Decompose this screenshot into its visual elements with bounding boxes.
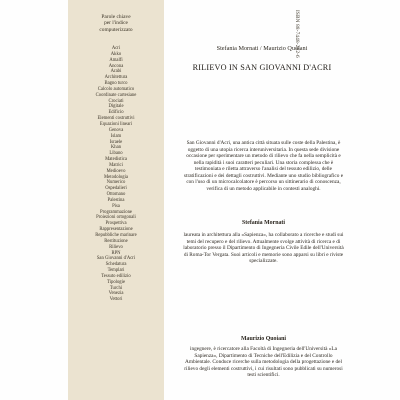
keyword-item: Digitale (108, 104, 124, 110)
keyword-item: Numerico (106, 180, 126, 186)
keyword-item: Matrici (109, 162, 123, 168)
synopsis-paragraph: San Giovanni d'Acri, una antica città situata sulle coste della Palestina, è oggetto di una utopia ricerca interuniversitaria. In questa sede divisione occasione per sperimentare un metodo di rilievo che fa nella semplicità e nella rapidità i suoi caratteri peculiari. Una storia complessa che è testimoniata e riletta attraverso l'analisi del tessuto edilizio, delle stratificazioni e dei dettagli costruttivi. Mediante uno studio bibliografico e con l'uso di un microcalcolatore è percorso un sittinerario di conoscenza, verifica di un metodo applicabile in contesti analoghi. (183, 140, 344, 192)
keyword-item: Khan (110, 145, 122, 151)
keyword-item: Schedatura (105, 262, 127, 268)
keyword-item: Arabi (110, 69, 122, 75)
keyword-item: Libano (109, 151, 123, 157)
keyword-item: Pisa (112, 203, 120, 209)
keyword-item: Architettura (104, 75, 128, 81)
author-bio-text: ingegnere, è ricercatore alla Facoltà di Ingegneria dell'Università «La Sapienza», Dipartimento di Tecniche dell'Edilizia e del Controllo Ambientale. Conduce ricerche sulla metodologia della progettazione e del rilievo degli elementi costruttivi, i cui risultati sono pubblicati su numerosi testi scientifici. (184, 346, 343, 379)
keyword-item: Israele (109, 139, 123, 145)
author-bio-name: Stefania Mornati (241, 220, 286, 226)
isbn-code: ISBN 88-7448-262-6 (294, 10, 300, 58)
keyword-item: Turchi (109, 285, 123, 291)
keyword-item: Medioevo (106, 168, 126, 174)
keyword-item: Bagno turco (104, 81, 128, 87)
keyword-item: Metodologia (104, 174, 128, 180)
keyword-item: Akko (110, 51, 122, 57)
keyword-item: Acri (111, 46, 121, 51)
keyword-item: Proiezioni ortogonali (96, 215, 136, 221)
keyword-item: Coordinate cartesiane (95, 92, 137, 98)
author-bio-text: laureata in architettura alla «Sapienza», ha collaborato a ricerche e studi sui temi del recupero e del rilievo. Attualmente svolge attività di ricerca e di laboratorio presso il Dipartimento di Ingegneria Civile Edile dell'Università di Roma-Tor Vergata. Suoi articoli e memorie sono apparsi su libri e riviste specializzate. (183, 232, 344, 265)
keyword-item: Islam (110, 133, 122, 139)
keyword-list (68, 46, 164, 303)
keyword-item: Calcolo automatico (97, 86, 135, 92)
keyword-item: Repubbliche marinare (95, 233, 137, 238)
keyword-heading-line: Parole chiave (101, 14, 131, 20)
book-title: RILIEVO IN SAN GIOVANNI D'ACRI (192, 63, 332, 72)
keyword-item: Amalfi (109, 57, 123, 63)
author-names: Stefania Mornati / Maurizio Quoiani (216, 45, 308, 52)
keyword-item: Elementi costruttivi (97, 116, 135, 122)
keyword-item: Tessuto edilizio (101, 273, 131, 279)
keyword-item: Ottomano (106, 192, 126, 198)
keyword-heading (68, 14, 164, 33)
keyword-item: Ospedalieri (105, 186, 127, 192)
keyword-item: Programmazione (99, 209, 133, 215)
keyword-heading-line: computerizzato (99, 26, 133, 33)
keyword-item: Ancona (108, 63, 124, 69)
keyword-sidebar (68, 0, 164, 400)
keyword-heading-line: per l'indice (104, 20, 128, 27)
keyword-item: Edificio (108, 110, 124, 116)
keyword-item: Templari (107, 268, 125, 274)
keyword-item: San Giovanni d'Acri (96, 256, 136, 262)
keyword-item: Rilievo (109, 244, 123, 250)
keyword-item: Equazioni lineari (99, 121, 133, 127)
keyword-item: Vettori (109, 297, 123, 303)
keyword-item: Prospettiva (105, 221, 127, 227)
keyword-item: Venezia (108, 291, 124, 297)
keyword-item: Matedistica (105, 157, 127, 163)
author-bio-name: Maurizio Quoiani (241, 336, 286, 342)
keyword-item: Crociati (108, 98, 124, 104)
keyword-item: Genova (108, 127, 124, 133)
keyword-item: Palestina (107, 197, 125, 203)
keyword-item: Tipologie (106, 279, 126, 285)
keyword-item: Restituzione (104, 238, 128, 244)
keyword-item: Rappresentazione (99, 227, 133, 233)
keyword-item: RPN (111, 250, 121, 256)
